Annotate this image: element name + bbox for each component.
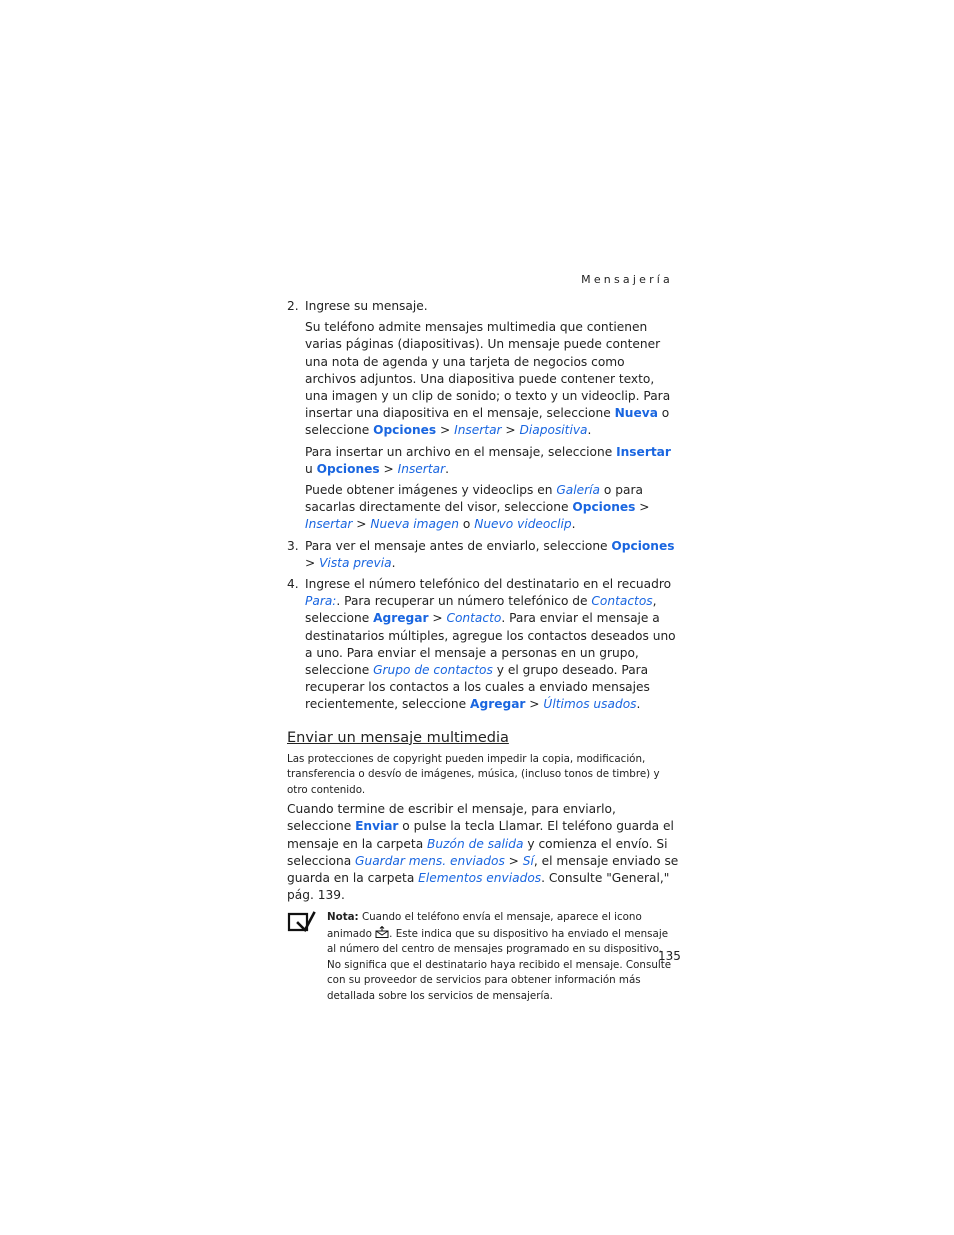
menu-si: Sí — [522, 853, 534, 868]
step-number: 4. — [287, 577, 299, 592]
menu-galeria: Galería — [556, 483, 601, 498]
menu-agregar: Agregar — [470, 697, 526, 712]
step-number: 2. — [287, 299, 299, 313]
sending-envelope-icon — [375, 926, 389, 938]
menu-vista-previa: Vista previa — [319, 555, 392, 570]
menu-agregar: Agregar — [373, 611, 429, 626]
step-intro: Ingrese su mensaje. — [305, 299, 428, 313]
folder-elementos-enviados: Elementos enviados — [418, 870, 542, 885]
field-para: Para: — [305, 594, 337, 609]
menu-opciones: Opciones — [611, 538, 675, 553]
folder-buzon-salida: Buzón de salida — [427, 836, 524, 851]
menu-insertar: Insertar — [454, 423, 502, 438]
menu-contactos: Contactos — [591, 594, 653, 609]
step-3 — [287, 538, 679, 572]
menu-enviar: Enviar — [355, 819, 399, 834]
note-block: Nota: Cuando el teléfono envía el mensaje, aparece el icono animado . Este indica que su dispositivo ha enviado el mensaje al número del centro de mensajes programado en su dispositivo. No significa que el destinatario haya recibido el mensaje. Consulte con su proveedor de servicios para obtener información más detallada sobre los servicios de mensajería. — [287, 910, 679, 1004]
preview-paragraph: Para ver el mensaje antes de enviarlo, seleccione Opciones > Vista previa. — [305, 538, 675, 570]
step-2 — [287, 298, 679, 534]
send-paragraph: Cuando termine de escribir el mensaje, para enviarlo, seleccione Enviar o pulse la tecla Llamar. El teléfono guarda el mensaje en la carpeta Buzón de salida y comienza el envío. Si selecciona Guardar mens. enviados > Sí, el mensaje enviado se guarda en la carpeta Elementos enviados. Consulte "General," pág. 139. — [287, 802, 679, 903]
page-content — [287, 298, 679, 1004]
page-number: 135 — [658, 949, 681, 963]
copyright-notice: Las protecciones de copyright pueden impedir la copia, modificación, transferencia o desvío de imágenes, música, (incluso tonos de timbre) y otro contenido. — [287, 752, 660, 796]
step-4 — [287, 576, 679, 714]
menu-opciones: Opciones — [373, 423, 437, 438]
menu-insertar: Insertar — [305, 517, 353, 532]
gallery-paragraph: Puede obtener imágenes y videoclips en Galería o para sacarlas directamente del visor, seleccione Opciones > Insertar > Nueva imagen o Nuevo videoclip. — [305, 483, 650, 532]
menu-opciones: Opciones — [572, 500, 636, 515]
insert-file-paragraph: Para insertar un archivo en el mensaje, seleccione Insertar u Opciones > Insertar. — [305, 444, 671, 476]
step-number: 3. — [287, 538, 299, 553]
menu-nueva: Nueva — [614, 406, 658, 421]
note-icon — [287, 910, 317, 934]
note-label: Nota: — [327, 911, 359, 924]
menu-diapositiva: Diapositiva — [519, 423, 588, 438]
menu-guardar-mens-enviados: Guardar mens. enviados — [355, 853, 505, 868]
menu-nuevo-videoclip: Nuevo videoclip — [474, 517, 572, 532]
section-heading: Enviar un mensaje multimedia — [287, 729, 509, 746]
menu-contacto: Contacto — [446, 611, 502, 626]
menu-ultimos-usados: Últimos usados — [543, 697, 637, 712]
menu-nueva-imagen: Nueva imagen — [370, 517, 459, 532]
recipient-paragraph: Ingrese el número telefónico del destinatario en el recuadro Para:. Para recuperar un número telefónico de Contactos, seleccione Agregar > Contacto. Para enviar el mensaje a destinatarios múltiples, agregue los contactos deseados uno a uno. Para enviar el mensaje a personas en un grupo, seleccione Grupo de contactos y el grupo deseado. Para recuperar los contactos a los cuales a enviado mensajes recientemente, seleccione Agregar > Últimos usados. — [305, 577, 676, 712]
menu-grupo-contactos: Grupo de contactos — [373, 663, 493, 678]
running-header: Mensajería — [581, 273, 673, 286]
menu-opciones: Opciones — [316, 461, 380, 476]
menu-insertar-bold: Insertar — [616, 444, 671, 459]
menu-insertar: Insertar — [397, 461, 446, 476]
slides-paragraph: Su teléfono admite mensajes multimedia que contienen varias páginas (diapositivas). Un mensaje puede contener una nota de agenda y una tarjeta de negocios como archivos adjuntos. Una diapositiva puede contener texto, una imagen y un clip de sonido; o texto y un videoclip. Para insertar una diapositiva en el mensaje, seleccione Nueva o seleccione Opciones > Insertar > Diapositiva. — [305, 320, 671, 438]
